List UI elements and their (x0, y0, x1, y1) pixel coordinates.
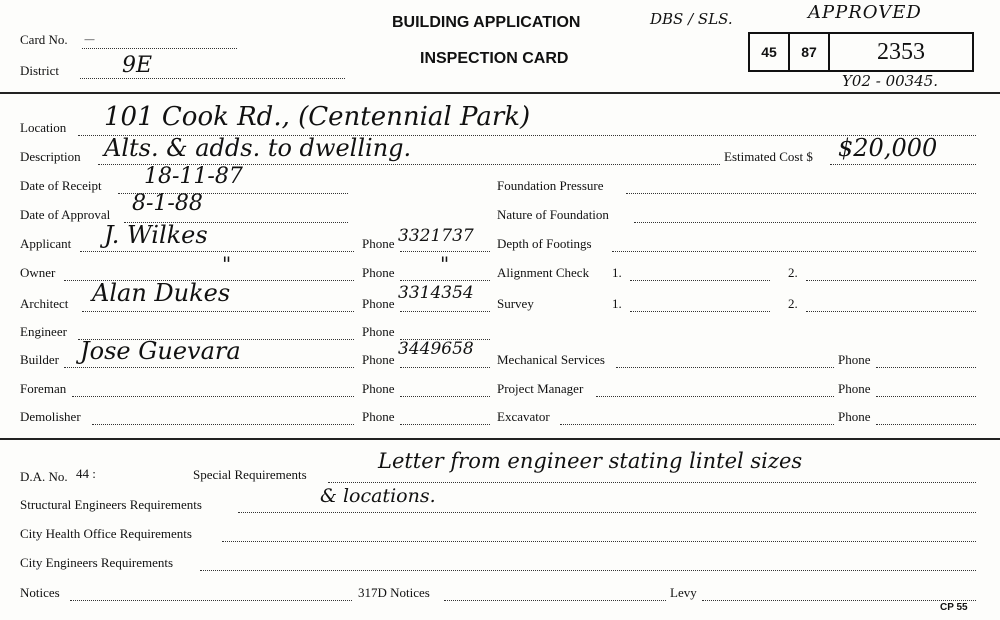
alignment-check-num-1: 1. (612, 265, 622, 280)
architect-line (82, 311, 354, 312)
approved-note: APPROVED (808, 2, 922, 23)
special-requirements-label: Special Requirements (193, 467, 307, 482)
survey-line-1 (630, 311, 770, 312)
owner-label: Owner (20, 265, 56, 280)
survey-label: Survey (497, 296, 534, 311)
engineer-label: Engineer (20, 324, 67, 339)
applicant-phone-label: Phone (362, 236, 395, 251)
builder-line (64, 367, 354, 368)
owner-phone-label: Phone (362, 265, 395, 280)
applicant-label: Applicant (20, 236, 72, 251)
notices-line (70, 600, 352, 601)
excavator-phone-label: Phone (838, 409, 871, 424)
owner-phone-value: " (440, 252, 450, 276)
mechanical-label: Mechanical Services (497, 352, 605, 367)
structural-line (238, 512, 976, 513)
project-manager-label: Project Manager (497, 381, 584, 396)
date-approval-value: 8-1-88 (132, 191, 203, 216)
foreman-label: Foreman (20, 381, 67, 396)
estimated-cost-value: $20,000 (838, 134, 938, 162)
foundation-pressure-label: Foundation Pressure (497, 178, 604, 193)
da-no-value: 44 : (76, 466, 96, 481)
engineer-phone-label: Phone (362, 324, 395, 339)
special-requirements-value: Letter from engineer stating lintel sizes (378, 449, 803, 473)
demolisher-phone-line (400, 424, 490, 425)
owner-phone-line (400, 280, 490, 281)
notices-label: Notices (20, 585, 60, 600)
section-divider (0, 438, 1000, 440)
notices-317d-label: 317D Notices (358, 585, 430, 600)
reference-no: Y02 - 00345. (842, 72, 939, 90)
date-receipt-label: Date of Receipt (20, 178, 102, 193)
stamp-code: DBS / SLS. (650, 10, 733, 28)
card-no-line (82, 48, 237, 49)
form-code: CP 55 (940, 602, 968, 613)
levy-line (702, 600, 976, 601)
project-manager-line (596, 396, 834, 397)
city-engineers-line (200, 570, 976, 571)
description-label: Description (20, 149, 81, 164)
levy-label: Levy (670, 585, 697, 600)
foreman-line (72, 396, 354, 397)
special-requirements-line (328, 482, 976, 483)
survey-num-1: 1. (612, 296, 622, 311)
card-no-label: Card No. (20, 32, 68, 47)
da-no-label: D.A. No. (20, 469, 68, 484)
structural-label: Structural Engineers Requirements (20, 497, 202, 512)
builder-phone-label: Phone (362, 352, 395, 367)
applicant-phone-value: 3321737 (398, 226, 474, 246)
card-number: 2353 (877, 38, 925, 65)
architect-phone-value: 3314354 (398, 283, 474, 303)
demolisher-label: Demolisher (20, 409, 81, 424)
applicant-value: J. Wilkes (104, 221, 208, 249)
mechanical-line (616, 367, 834, 368)
architect-label: Architect (20, 296, 69, 311)
city-health-label: City Health Office Requirements (20, 526, 192, 541)
header-divider (0, 92, 1000, 94)
nature-foundation-label: Nature of Foundation (497, 207, 609, 222)
estimated-cost-line (830, 164, 976, 165)
applicant-line (80, 251, 354, 252)
depth-footings-line (612, 251, 976, 252)
architect-phone-line (400, 311, 490, 312)
notices-317d-line (444, 600, 666, 601)
demolisher-phone-label: Phone (362, 409, 395, 424)
card-title-line1: BUILDING APPLICATION (392, 14, 581, 31)
owner-value: " (222, 252, 232, 276)
card-title-line2: INSPECTION CARD (420, 50, 569, 67)
alignment-check-label: Alignment Check (497, 265, 590, 280)
district-line (80, 78, 345, 79)
alignment-check-num-2: 2. (788, 265, 798, 280)
description-value: Alts. & adds. to dwelling. (104, 134, 412, 162)
card-box-2 (788, 32, 830, 72)
district-label: District (20, 63, 59, 78)
location-value: 101 Cook Rd., (Centennial Park) (104, 102, 531, 132)
demolisher-line (92, 424, 354, 425)
survey-num-2: 2. (788, 296, 798, 311)
builder-phone-value: 3449658 (398, 339, 474, 359)
foreman-phone-line (400, 396, 490, 397)
location-label: Location (20, 120, 67, 135)
nature-foundation-line (634, 222, 976, 223)
excavator-label: Excavator (497, 409, 550, 424)
special-requirements-value-cont: & locations. (320, 485, 436, 507)
architect-value: Alan Dukes (92, 279, 231, 307)
foundation-pressure-line (626, 193, 976, 194)
excavator-phone-line (876, 424, 976, 425)
alignment-check-line-1 (630, 280, 770, 281)
card-box-1-value: 45 (761, 44, 777, 60)
district-value: 9E (122, 53, 153, 78)
depth-footings-label: Depth of Footings (497, 236, 592, 251)
survey-line-2 (806, 311, 976, 312)
builder-label: Builder (20, 352, 59, 367)
mechanical-phone-label: Phone (838, 352, 871, 367)
excavator-line (560, 424, 834, 425)
estimated-cost-label: Estimated Cost $ (724, 149, 813, 164)
project-manager-phone-line (876, 396, 976, 397)
builder-value: Jose Guevara (80, 337, 241, 365)
city-engineers-label: City Engineers Requirements (20, 555, 174, 570)
alignment-check-line-2 (806, 280, 976, 281)
card-number-box (828, 32, 974, 72)
builder-phone-line (400, 367, 490, 368)
architect-phone-label: Phone (362, 296, 395, 311)
foreman-phone-label: Phone (362, 381, 395, 396)
date-receipt-value: 18-11-87 (144, 164, 243, 189)
mechanical-phone-line (876, 367, 976, 368)
card-no-value: — (84, 33, 95, 46)
date-approval-label: Date of Approval (20, 207, 111, 222)
project-manager-phone-label: Phone (838, 381, 871, 396)
city-health-line (222, 541, 976, 542)
card-box-1 (748, 32, 790, 72)
card-box-2-value: 87 (801, 44, 817, 60)
